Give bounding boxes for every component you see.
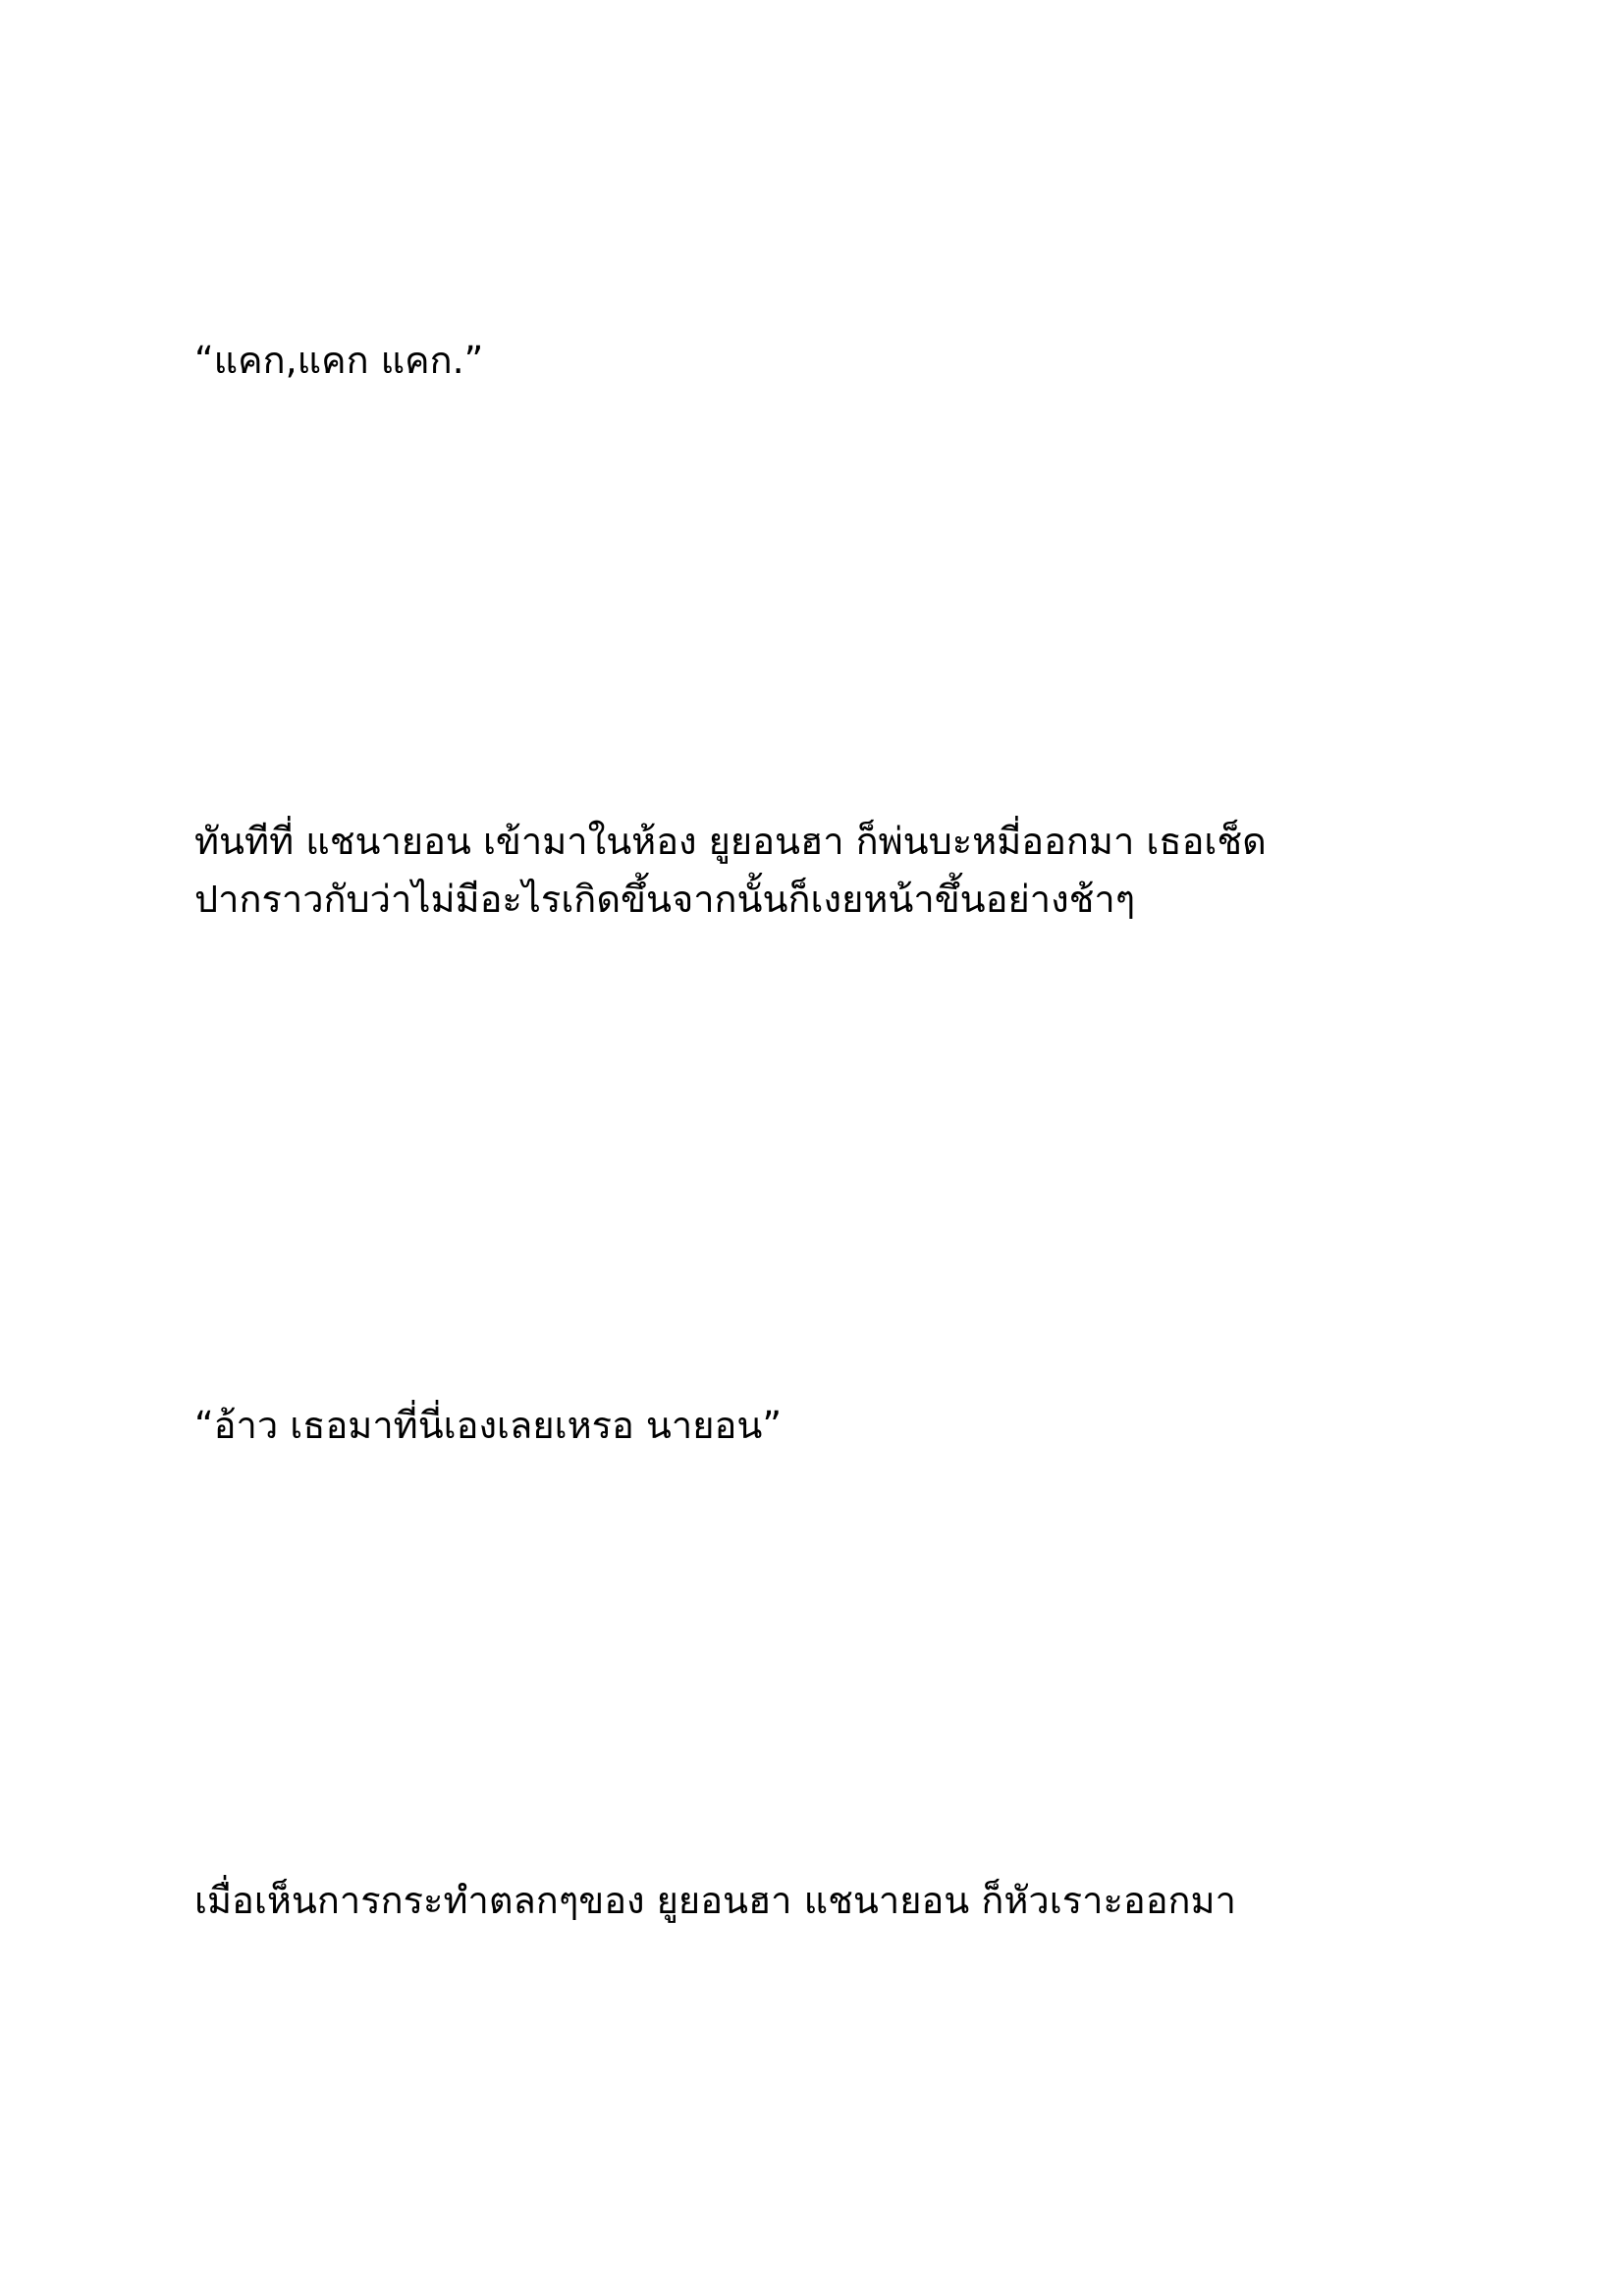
text-line: “อ้าว เธอมาที่นี่เองเลยเหรอ นายอน” [194, 1404, 782, 1447]
paragraph-dialogue-cough [194, 332, 483, 390]
text-line: ทันทีที่ แชนายอน เข้ามาในห้อง ยูยอนฮา ก็พ่นบะหมี่ออกมา เธอเช็ด [194, 820, 1267, 863]
text-line: “แคก,แคก แคก.” [194, 339, 484, 382]
text-line: ปากราวกับว่าไม่มีอะไรเกิดขึ้นจากนั้นก็เงยหน้าขึ้นอย่างช้าๆ [194, 877, 1136, 921]
text-line: เมื่อเห็นการกระทำตลกๆของ ยูยอนฮา แชนายอน ก็หัวเราะออกมา [194, 1879, 1236, 1922]
paragraph-dialogue-greeting [194, 1397, 782, 1455]
paragraph-narration-entrance [194, 813, 1267, 929]
paragraph-narration-laugh [194, 1872, 1236, 1930]
